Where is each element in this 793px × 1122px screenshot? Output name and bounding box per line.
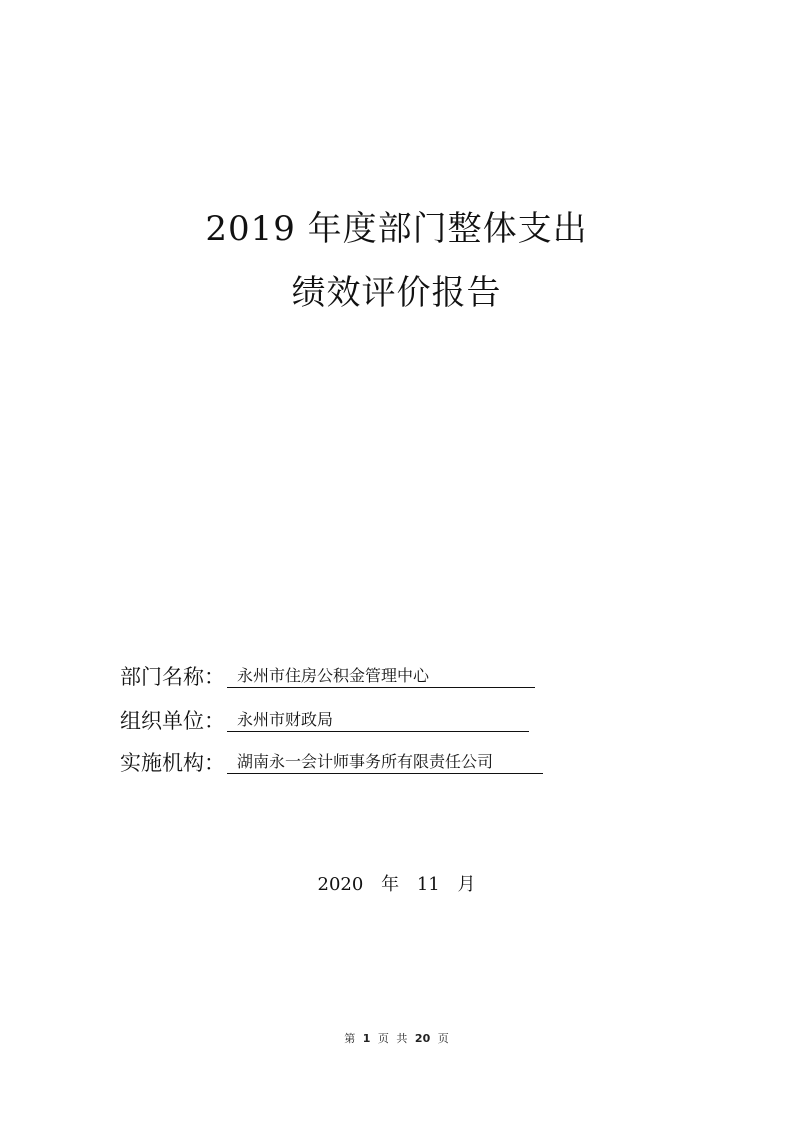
executor-value: 湖南永一会计师事务所有限责任公司: [227, 751, 543, 774]
department-label: 部门名称：: [120, 665, 225, 689]
date-year-unit: 年: [381, 874, 400, 895]
footer-page-unit: 页: [377, 1032, 389, 1045]
organizer-row: [120, 705, 529, 735]
title-line-2: 绩效评价报告: [291, 273, 502, 313]
footer-total-pages: 20: [414, 1032, 431, 1045]
date-month-unit: 月: [457, 874, 476, 895]
organizer-label: 组织单位：: [120, 709, 225, 733]
executor-label: 实施机构：: [120, 751, 225, 775]
title-line-1: 2019 年度部门整体支出: [205, 209, 588, 249]
footer-total-prefix: 共: [396, 1032, 408, 1045]
date-month: 11: [416, 874, 440, 895]
footer-prefix: 第: [344, 1032, 356, 1045]
organizer-value: 永州市财政局: [227, 709, 529, 732]
executor-row: [120, 747, 543, 777]
department-value: 永州市住房公积金管理中心: [227, 665, 535, 688]
page-footer: [0, 1031, 793, 1047]
footer-total-unit: 页: [437, 1032, 449, 1045]
report-date: [0, 872, 793, 898]
footer-page-number: 1: [362, 1032, 371, 1045]
date-year: 2020: [317, 874, 364, 895]
department-row: [120, 661, 535, 691]
